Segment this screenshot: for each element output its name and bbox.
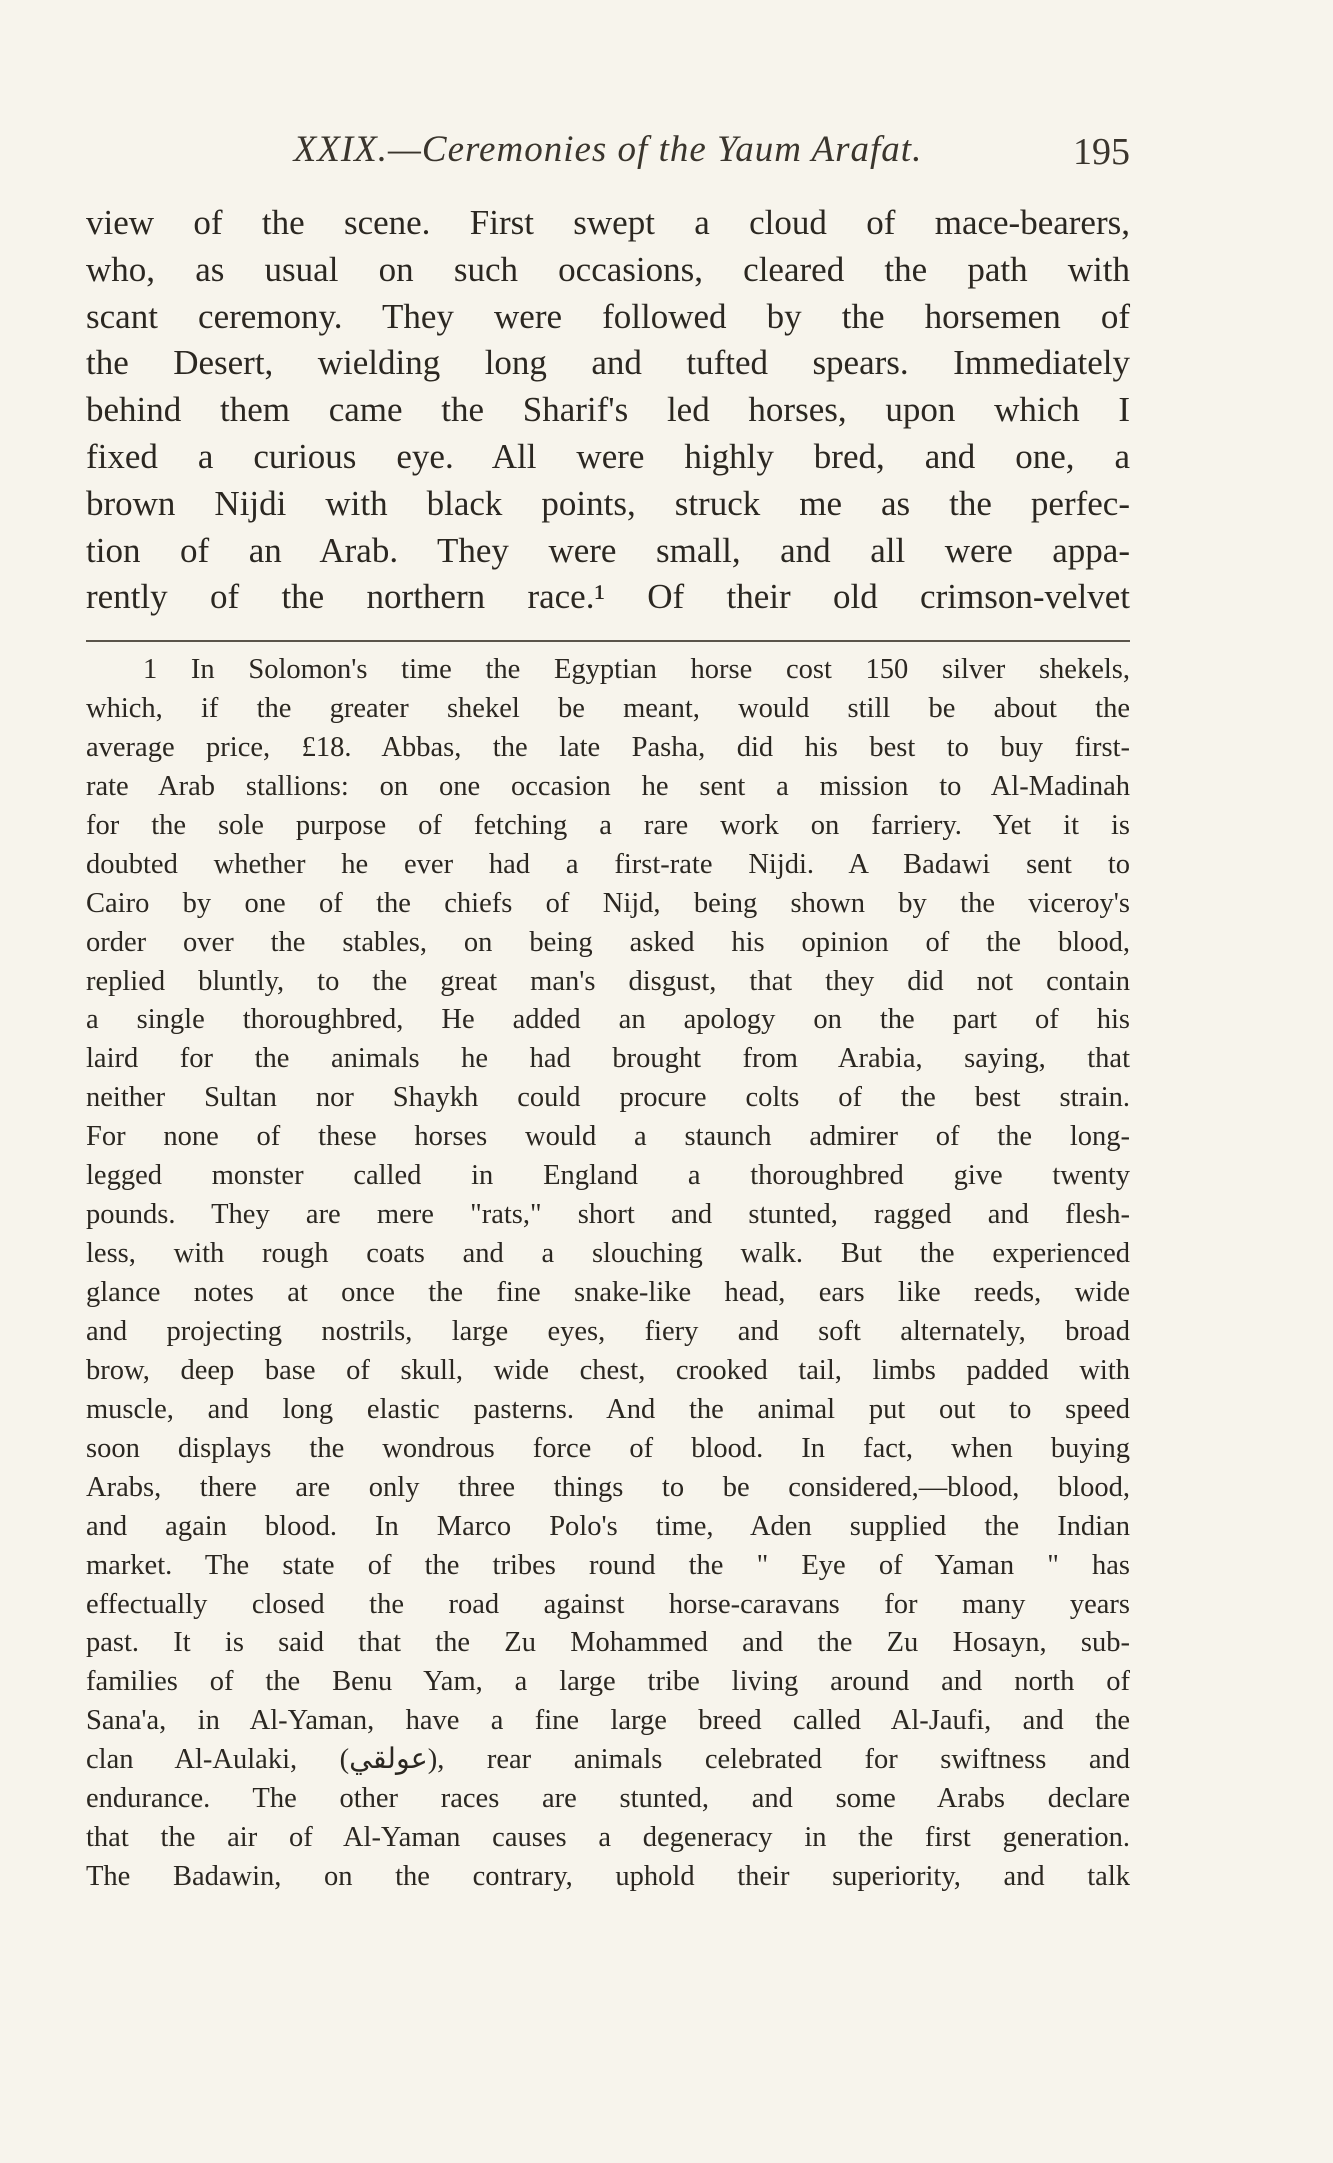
footnote-line: Cairo by one of the chiefs of Nijd, being shown by the viceroy's: [86, 887, 1130, 919]
footnote-line: For none of these horses would a staunch admirer of the long-: [86, 1121, 1130, 1153]
footnote-line: and projecting nostrils, large eyes, fiery and soft alternately, broad: [86, 1315, 1130, 1347]
body-line: rently of the northern race.¹ Of their old crimson-velvet: [86, 577, 1130, 617]
footnote-line: Sana'a, in Al-Yaman, have a fine large breed called Al-Jaufi, and the: [86, 1705, 1130, 1737]
footnote-line: neither Sultan nor Shaykh could procure colts of the best strain.: [86, 1082, 1130, 1114]
footnote-line: Arabs, there are only three things to be considered,—blood, blood,: [86, 1471, 1130, 1503]
footnote-line: order over the stables, on being asked his opinion of the blood,: [86, 926, 1130, 958]
footnote-line: soon displays the wondrous force of blood. In fact, when buying: [86, 1432, 1130, 1464]
footnote-line: less, with rough coats and a slouching walk. But the experienced: [86, 1238, 1130, 1270]
footnote-line: effectually closed the road against horse-caravans for many years: [86, 1588, 1130, 1620]
body-line: brown Nijdi with black points, struck me as the perfec-: [86, 483, 1130, 523]
footnote-line: past. It is said that the Zu Mohammed and the Zu Hosayn, sub-: [86, 1627, 1130, 1659]
footnote-line: rate Arab stallions: on one occasion he sent a mission to Al-Madinah: [86, 770, 1130, 802]
footnote-line: pounds. They are mere "rats," short and stunted, ragged and flesh-: [86, 1199, 1130, 1231]
footnote-line: families of the Benu Yam, a large tribe living around and north of: [86, 1666, 1130, 1698]
footnote-line: a single thoroughbred, He added an apology on the part of his: [86, 1004, 1130, 1036]
footnote-line: The Badawin, on the contrary, uphold their superiority, and talk: [86, 1861, 1130, 1893]
footnote-line: endurance. The other races are stunted, and some Arabs declare: [86, 1783, 1130, 1815]
body-line: scant ceremony. They were followed by the horsemen of: [86, 296, 1130, 336]
footnote-line: brow, deep base of skull, wide chest, crooked tail, limbs padded with: [86, 1354, 1130, 1386]
footnote-line: laird for the animals he had brought from Arabia, saying, that: [86, 1043, 1130, 1075]
footnote-line: market. The state of the tribes round the " Eye of Yaman " has: [86, 1549, 1130, 1581]
footnote-line: which, if the greater shekel be meant, would still be about the: [86, 692, 1130, 724]
footnote-line: 1 In Solomon's time the Egyptian horse cost 150 silver shekels,: [143, 654, 1130, 685]
main-text: [86, 200, 1130, 621]
page-header: [86, 128, 1130, 184]
body-line: behind them came the Sharif's led horses, upon which I: [86, 390, 1130, 430]
footnote-line: replied bluntly, to the great man's disgust, that they did not contain: [86, 965, 1130, 997]
body-line: view of the scene. First swept a cloud of mace-bearers,: [86, 203, 1130, 242]
footnote-line: that the air of Al-Yaman causes a degeneracy in the first generation.: [86, 1822, 1130, 1854]
running-head: XXIX.—Ceremonies of the Yaum Arafat.: [293, 129, 923, 170]
footnote-line: legged monster called in England a thoroughbred give twenty: [86, 1160, 1130, 1192]
footnote-line: for the sole purpose of fetching a rare work on farriery. Yet it is: [86, 809, 1130, 841]
footnote: [86, 651, 1130, 1897]
body-line: the Desert, wielding long and tufted spears. Immediately: [86, 343, 1130, 383]
footnote-line: muscle, and long elastic pasterns. And the animal put out to speed: [86, 1393, 1130, 1425]
footnote-line: clan Al-Aulaki, (عولقي), rear animals celebrated for swiftness and: [86, 1744, 1130, 1776]
footnote-line: doubted whether he ever had a first-rate Nijdi. A Badawi sent to: [86, 848, 1130, 880]
body-line: fixed a curious eye. All were highly bred, and one, a: [86, 436, 1130, 476]
page-number: 195: [1073, 131, 1130, 173]
body-line: tion of an Arab. They were small, and all were appa-: [86, 530, 1130, 570]
body-line: who, as usual on such occasions, cleared the path with: [86, 249, 1130, 289]
footnote-line: average price, £18. Abbas, the late Pasha, did his best to buy first-: [86, 731, 1130, 763]
footnote-divider: [86, 640, 1130, 642]
footnote-line: glance notes at once the fine snake-like head, ears like reeds, wide: [86, 1277, 1130, 1308]
footnote-line: and again blood. In Marco Polo's time, Aden supplied the Indian: [86, 1510, 1130, 1542]
